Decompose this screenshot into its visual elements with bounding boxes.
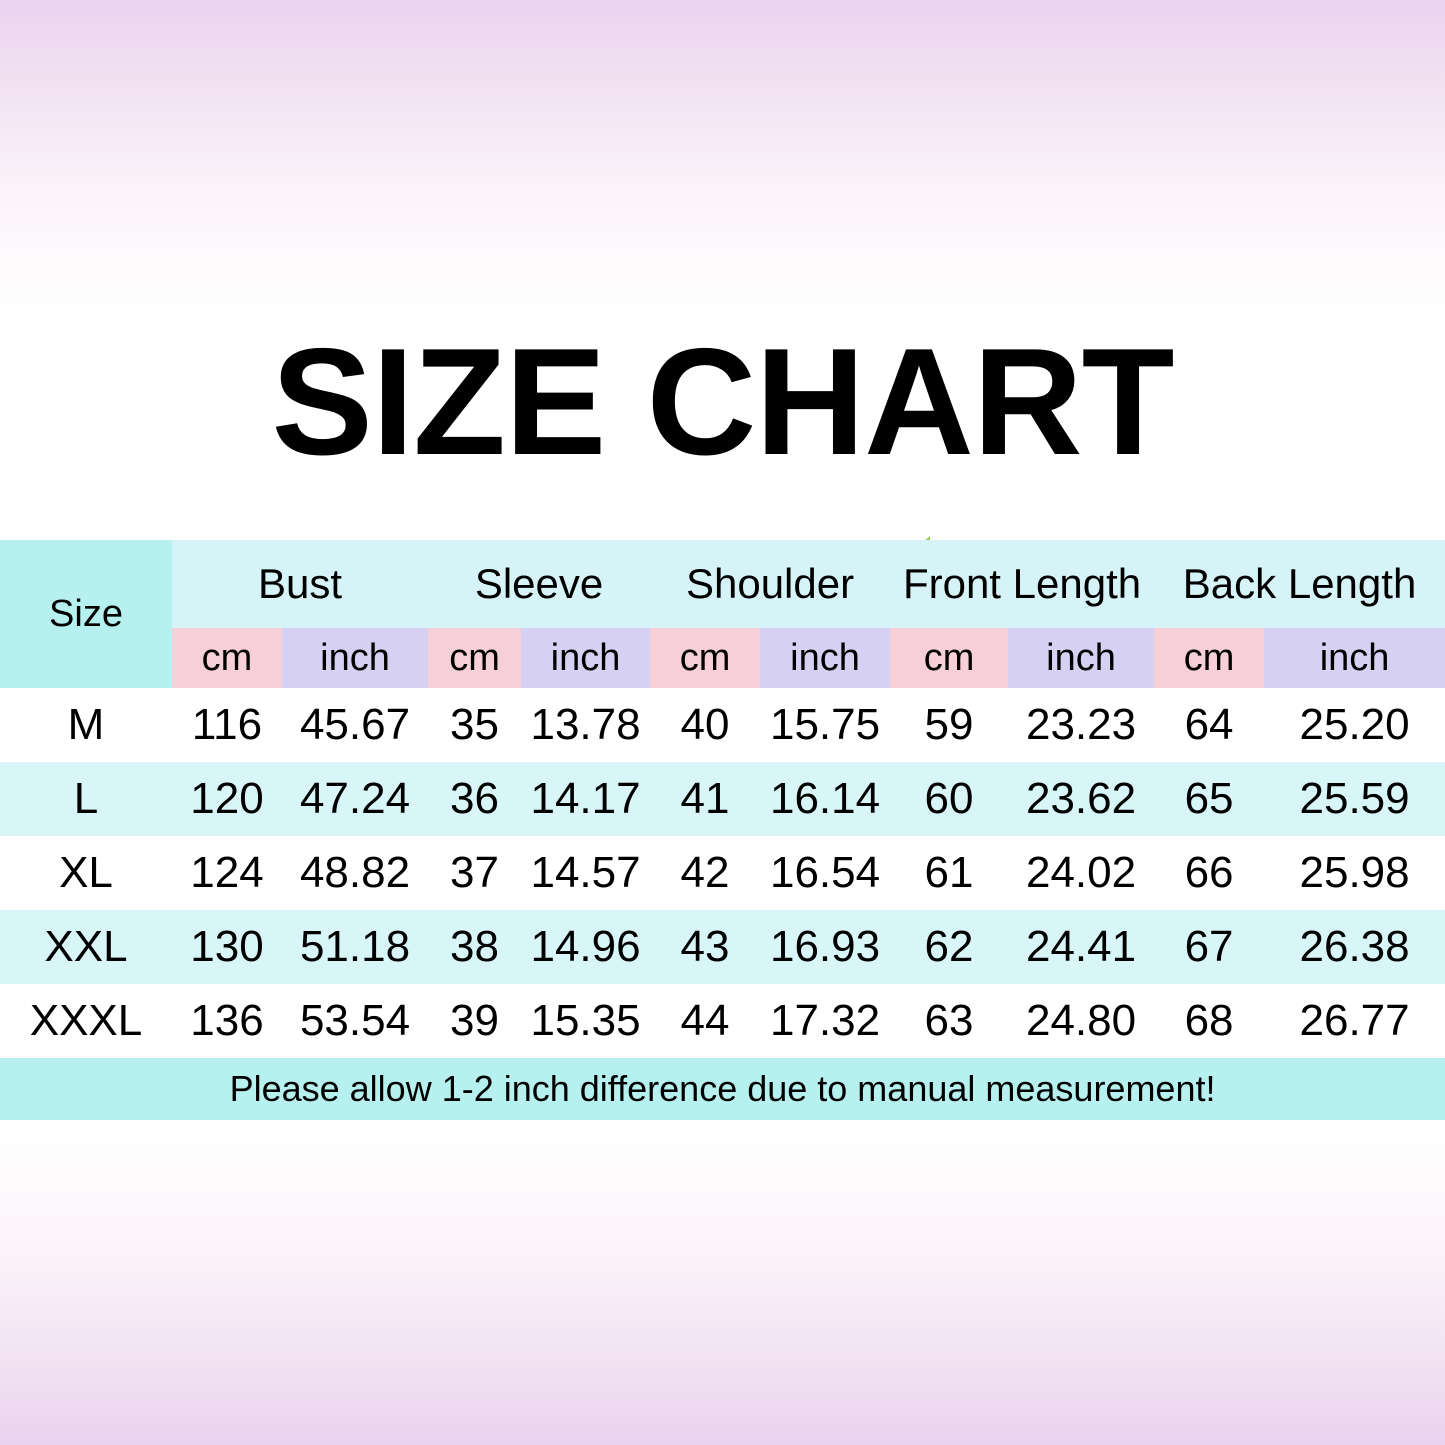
unit-bust-cm: cm [172, 628, 282, 688]
cell-sleeve-cm: 38 [428, 910, 521, 984]
cell-back-cm: 68 [1154, 984, 1264, 1058]
table-row [0, 688, 1445, 762]
table-row [0, 910, 1445, 984]
cell-back-inch: 26.38 [1264, 910, 1445, 984]
header-size: Size [0, 540, 172, 688]
table-row [0, 984, 1445, 1058]
cell-back-inch: 25.59 [1264, 762, 1445, 836]
unit-front-cm: cm [890, 628, 1008, 688]
header-sleeve: Sleeve [428, 540, 650, 628]
cell-sleeve-cm: 39 [428, 984, 521, 1058]
row-size: XL [0, 836, 172, 910]
cell-sleeve-inch: 13.78 [521, 688, 650, 762]
header-bust: Bust [172, 540, 428, 628]
cell-sleeve-inch: 14.57 [521, 836, 650, 910]
cell-shoulder-inch: 15.75 [760, 688, 890, 762]
cell-front-cm: 62 [890, 910, 1008, 984]
cell-back-cm: 67 [1154, 910, 1264, 984]
cell-sleeve-cm: 36 [428, 762, 521, 836]
cell-bust-cm: 124 [172, 836, 282, 910]
cell-back-inch: 26.77 [1264, 984, 1445, 1058]
cell-bust-cm: 120 [172, 762, 282, 836]
unit-front-inch: inch [1008, 628, 1154, 688]
cell-shoulder-inch: 16.14 [760, 762, 890, 836]
cell-front-cm: 63 [890, 984, 1008, 1058]
unit-shoulder-inch: inch [760, 628, 890, 688]
cell-front-inch: 24.80 [1008, 984, 1154, 1058]
unit-shoulder-cm: cm [650, 628, 760, 688]
cell-shoulder-cm: 44 [650, 984, 760, 1058]
cell-back-inch: 25.98 [1264, 836, 1445, 910]
cell-sleeve-cm: 37 [428, 836, 521, 910]
header-shoulder: Shoulder [650, 540, 890, 628]
cell-front-cm: 61 [890, 836, 1008, 910]
cell-bust-inch: 53.54 [282, 984, 428, 1058]
header-row-groups [0, 540, 1445, 628]
cell-bust-inch: 45.67 [282, 688, 428, 762]
cell-bust-cm: 136 [172, 984, 282, 1058]
cell-sleeve-inch: 14.96 [521, 910, 650, 984]
size-chart-table [0, 540, 1445, 1120]
cell-front-cm: 59 [890, 688, 1008, 762]
cell-front-inch: 23.23 [1008, 688, 1154, 762]
cell-shoulder-cm: 40 [650, 688, 760, 762]
row-size: XXXL [0, 984, 172, 1058]
cell-bust-inch: 51.18 [282, 910, 428, 984]
cell-shoulder-cm: 42 [650, 836, 760, 910]
cell-sleeve-inch: 14.17 [521, 762, 650, 836]
unit-sleeve-inch: inch [521, 628, 650, 688]
unit-back-cm: cm [1154, 628, 1264, 688]
cell-sleeve-inch: 15.35 [521, 984, 650, 1058]
cell-sleeve-cm: 35 [428, 688, 521, 762]
cell-bust-cm: 116 [172, 688, 282, 762]
header-row-units [0, 628, 1445, 688]
table-row [0, 836, 1445, 910]
cell-shoulder-cm: 43 [650, 910, 760, 984]
cell-shoulder-inch: 17.32 [760, 984, 890, 1058]
cell-back-inch: 25.20 [1264, 688, 1445, 762]
cell-back-cm: 65 [1154, 762, 1264, 836]
row-size: XXL [0, 910, 172, 984]
cell-front-cm: 60 [890, 762, 1008, 836]
cell-back-cm: 66 [1154, 836, 1264, 910]
size-chart-table-wrapper [0, 540, 1445, 1120]
row-size: M [0, 688, 172, 762]
cell-front-inch: 23.62 [1008, 762, 1154, 836]
cell-bust-inch: 48.82 [282, 836, 428, 910]
cell-shoulder-cm: 41 [650, 762, 760, 836]
row-size: L [0, 762, 172, 836]
cell-front-inch: 24.02 [1008, 836, 1154, 910]
table-row [0, 762, 1445, 836]
page-title: SIZE CHART [271, 317, 1174, 487]
unit-sleeve-cm: cm [428, 628, 521, 688]
cell-bust-inch: 47.24 [282, 762, 428, 836]
header-front-length: Front Length [890, 540, 1154, 628]
cell-shoulder-inch: 16.93 [760, 910, 890, 984]
cell-front-inch: 24.41 [1008, 910, 1154, 984]
measurement-note: Please allow 1-2 inch difference due to manual measurement! [0, 1058, 1445, 1120]
measurement-note-row [0, 1058, 1445, 1120]
cell-shoulder-inch: 16.54 [760, 836, 890, 910]
unit-bust-inch: inch [282, 628, 428, 688]
header-back-length: Back Length [1154, 540, 1445, 628]
unit-back-inch: inch [1264, 628, 1445, 688]
cell-bust-cm: 130 [172, 910, 282, 984]
cell-back-cm: 64 [1154, 688, 1264, 762]
